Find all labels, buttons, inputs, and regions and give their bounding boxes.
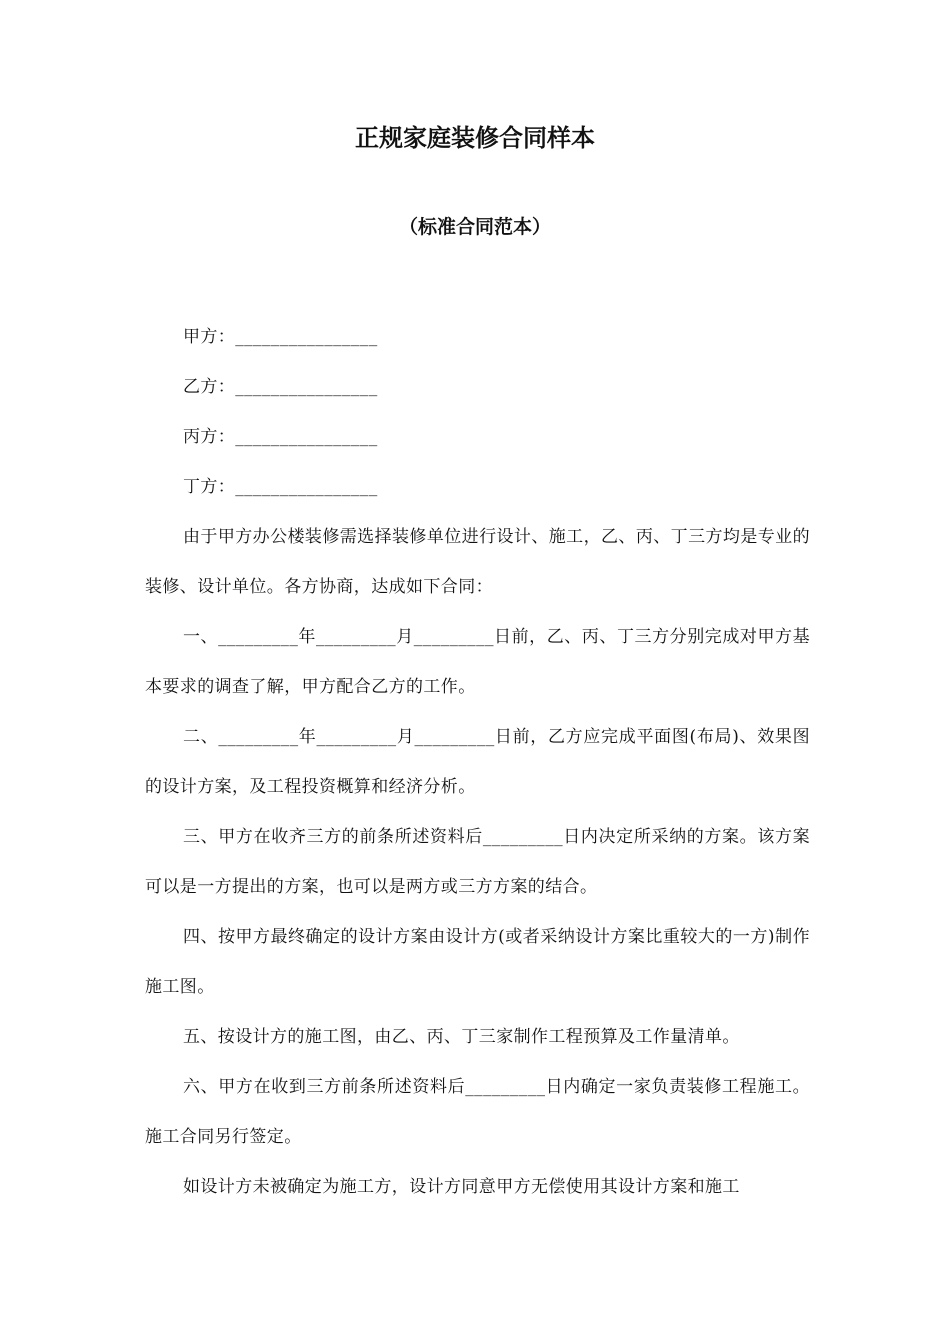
party-d-line: 丁方：________________	[183, 477, 378, 497]
clause-4: 四、按甲方最终确定的设计方案由设计方(或者采纳设计方案比重较大的一方)制作施工图。	[145, 927, 810, 997]
clause-2: 二、_________年_________月_________日前，乙方应完成平面图(布局)、效果图的设计方案，及工程投资概算和经济分析。	[145, 727, 810, 797]
party-a-line: 甲方：________________	[183, 327, 378, 347]
party-b-line: 乙方：________________	[183, 377, 378, 397]
contract-body	[145, 312, 810, 1212]
document-title: 正规家庭装修合同样本	[355, 124, 595, 152]
party-c-line: 丙方：________________	[183, 427, 378, 447]
clause-1: 一、_________年_________月_________日前，乙、丙、丁三方分别完成对甲方基本要求的调查了解，甲方配合乙方的工作。	[145, 627, 810, 697]
clause-5: 五、按设计方的施工图，由乙、丙、丁三家制作工程预算及工作量清单。	[183, 1027, 740, 1047]
clause-3: 三、甲方在收齐三方的前条所述资料后_________日内决定所采纳的方案。该方案可以是一方提出的方案，也可以是两方或三方方案的结合。	[145, 827, 810, 897]
document-subtitle: （标准合同范本）	[398, 216, 551, 238]
clause-6-note: 如设计方未被确定为施工方，设计方同意甲方无偿使用其设计方案和施工	[183, 1177, 740, 1197]
intro-paragraph: 由于甲方办公楼装修需选择装修单位进行设计、施工，乙、丙、丁三方均是专业的装修、设计单位。各方协商，达成如下合同：	[145, 527, 810, 597]
clause-6: 六、甲方在收到三方前条所述资料后_________日内确定一家负责装修工程施工。施工合同另行签定。	[145, 1077, 810, 1147]
